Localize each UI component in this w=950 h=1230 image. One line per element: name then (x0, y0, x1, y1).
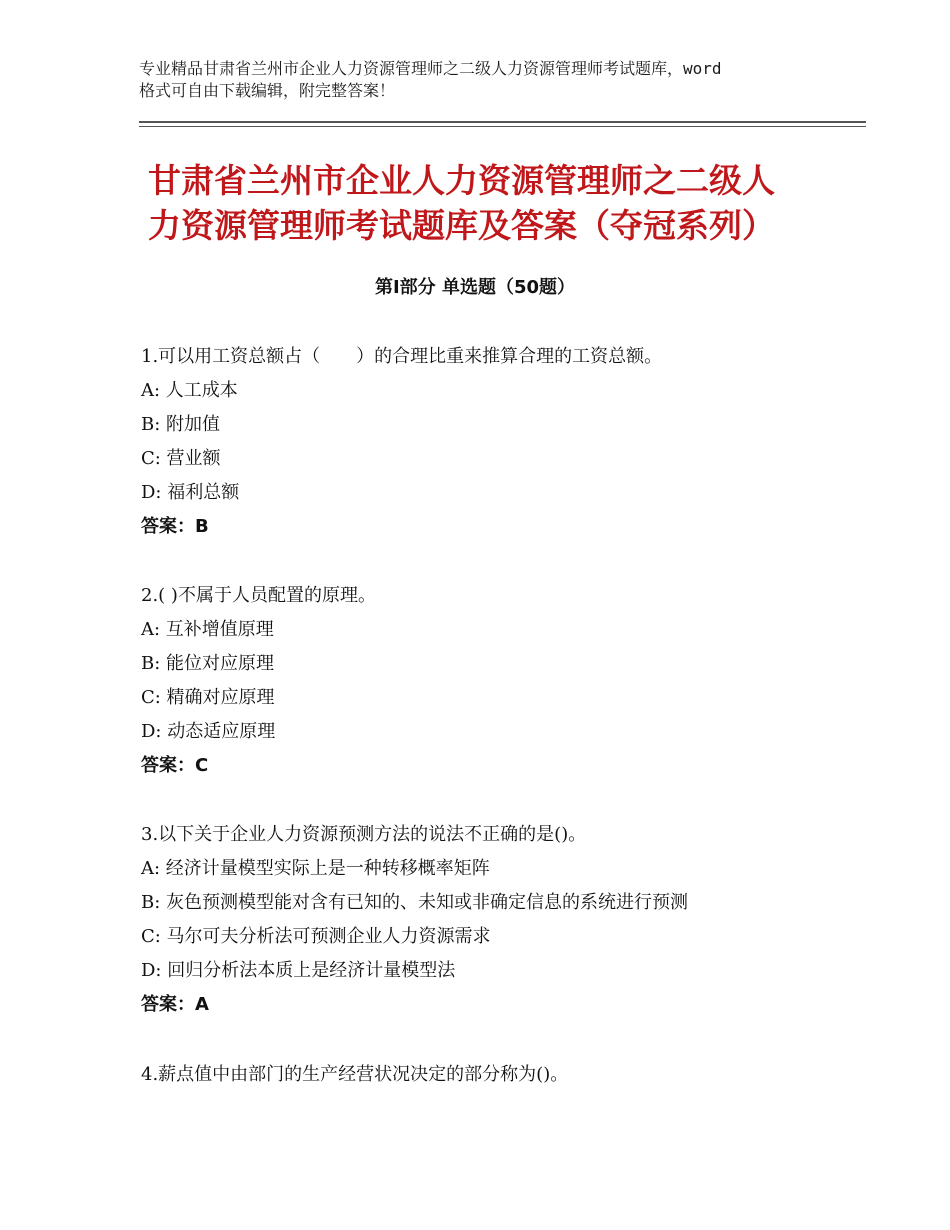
header-note (139, 58, 839, 102)
question-3 (141, 818, 841, 1022)
document-title-line-2: 力资源管理师考试题库及答案（夺冠系列） (148, 206, 775, 245)
option-c: C: 营业额 (141, 448, 221, 469)
header-divider-thick (139, 121, 866, 123)
question-stem: 2.( )不属于人员配置的原理。 (141, 585, 376, 606)
option-d: D: 福利总额 (141, 482, 240, 503)
option-a: A: 经济计量模型实际上是一种转移概率矩阵 (141, 858, 490, 879)
question-stem: 1.可以用工资总额占（ ）的合理比重来推算合理的工资总额。 (141, 346, 663, 367)
option-a: A: 人工成本 (141, 380, 238, 401)
header-divider-thin (139, 126, 866, 127)
option-b: B: 能位对应原理 (141, 653, 275, 674)
option-c: C: 精确对应原理 (141, 687, 275, 708)
header-note-line-2: 格式可自由下载编辑，附完整答案！ (139, 81, 396, 100)
question-stem: 4.薪点值中由部门的生产经营状况决定的部分称为()。 (141, 1064, 569, 1085)
option-b: B: 附加值 (141, 414, 221, 435)
question-2 (141, 579, 841, 783)
option-d: D: 回归分析法本质上是经济计量模型法 (141, 960, 456, 981)
document-title (148, 158, 848, 248)
document-title-line-1: 甘肃省兰州市企业人力资源管理师之二级人 (148, 161, 775, 200)
option-a: A: 互补增值原理 (141, 619, 274, 640)
question-stem: 3.以下关于企业人力资源预测方法的说法不正确的是()。 (141, 824, 587, 845)
option-b: B: 灰色预测模型能对含有已知的、未知或非确定信息的系统进行预测 (141, 892, 689, 913)
question-1 (141, 340, 841, 544)
option-d: D: 动态适应原理 (141, 721, 276, 742)
option-c: C: 马尔可夫分析法可预测企业人力资源需求 (141, 926, 491, 947)
section-title: 第Ⅰ部分 单选题（50题） (374, 277, 575, 298)
answer: 答案：C (141, 755, 209, 776)
answer: 答案：A (141, 994, 209, 1015)
question-4 (141, 1058, 841, 1092)
header-note-line-1: 专业精品甘肃省兰州市企业人力资源管理师之二级人力资源管理师考试题库，word (139, 59, 722, 78)
answer: 答案：B (141, 516, 209, 537)
